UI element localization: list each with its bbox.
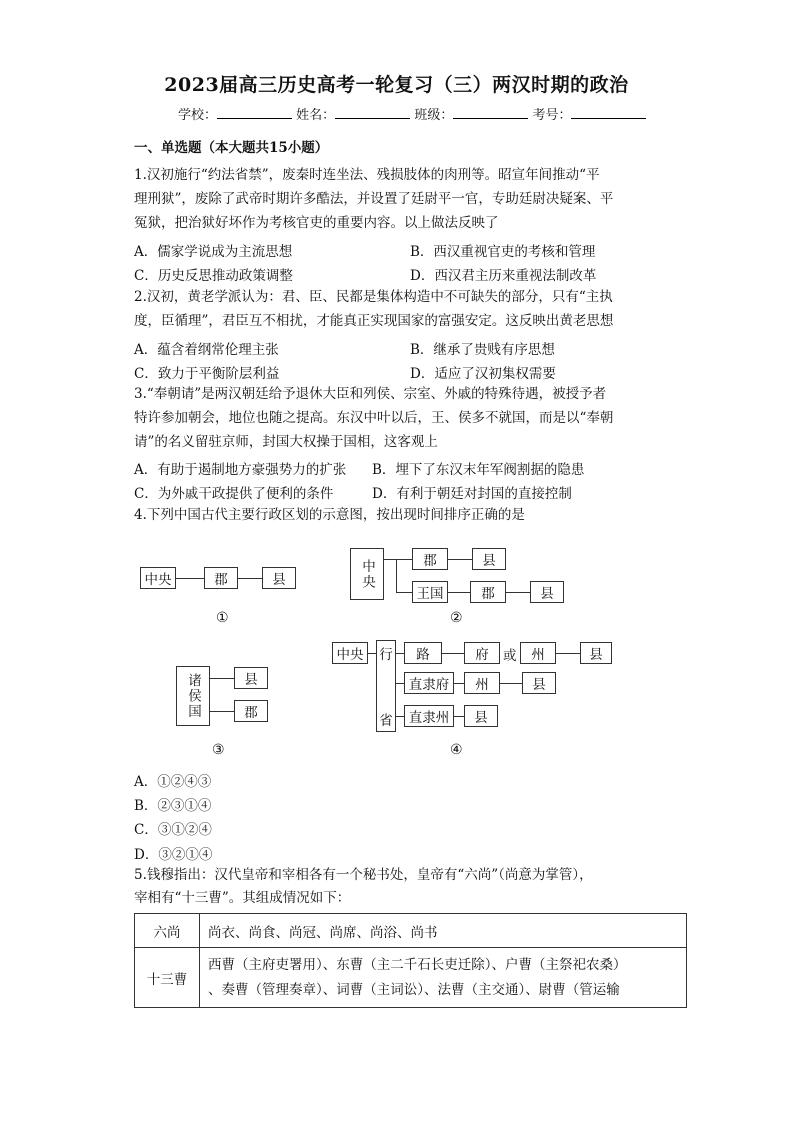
name-label: 姓名： [296,108,336,123]
table-cell-head: 六尚 [135,914,200,948]
d2-connector [448,559,472,560]
d4-lu-box: 路 [404,642,442,664]
section-heading: 一、单选题（本大题共15小题） [134,140,329,156]
q2-line: 2.汉初，黄老学派认为：君、臣、民都是集体构造中不可缺失的部分，只有“主执 [134,289,613,305]
d4-xing: 行 [379,647,393,663]
table-cell [200,948,687,1008]
q1-option-c[interactable]: C．历史反思推动政策调整 [134,268,293,284]
class-label: 班级： [414,108,454,123]
d4-connector [442,653,464,654]
d4-fu-box: 府 [464,642,500,664]
d4-zhou-box: 州 [520,642,556,664]
table-cell-line: 、奏曹（管理奏章）、词曹（主词讼）、法曹（主交通）、尉曹（管运输 [208,981,620,998]
d4-huo-text: 或 [503,648,517,664]
d4-connector [396,683,404,684]
q3-line: 3.“奉朝请”是两汉朝廷给予退休大臣和列侯、宗室、外戚的特殊待遇，被授予者 [134,386,607,402]
q3-option-a[interactable]: A．有助于遏制地方豪强势力的扩张 [134,462,347,478]
d4-caption: ④ [450,742,463,758]
table-cell: 尚衣、尚食、尚冠、尚席、尚浴、尚书 [200,914,687,948]
d1-connector [176,578,204,579]
d4-zhilizhou-box: 直隶州 [404,705,454,727]
d2-connector [448,592,470,593]
d2-xian-box: 县 [472,548,506,570]
d4-zhou2-box: 州 [464,672,500,694]
q3-option-b[interactable]: B．埋下了东汉末年军阀割据的隐患 [372,462,585,478]
d1-jun-box: 郡 [204,567,238,589]
d4-zhilifu-box: 直隶府 [404,672,454,694]
table-cell-line: 西曹（主府吏署用）、东曹（主二千石长吏迁除）、户曹（主祭祀农桑） [208,956,627,973]
q1-line: 理刑狱”，废除了武帝时期许多酷法，并设置了廷尉平一官，专助廷尉决疑案、平 [134,191,614,207]
q2-option-d[interactable]: D．适应了汉初集权需要 [410,366,556,382]
table-cell-head: 十三曹 [135,948,200,1008]
q4-stem: 4.下列中国古代主要行政区划的示意图，按出现时间排序正确的是 [134,507,525,523]
d2-connector [506,592,530,593]
q1-line: 1.汉初施行“约法省禁”，废秦时连坐法、残损肢体的肉刑等。昭宣年间推动“平 [134,167,600,183]
q3-line: 请”的名义留驻京师，封国大权操于国相，这客观上 [134,434,438,450]
d4-connector [454,683,464,684]
d4-xian2-box: 县 [522,672,556,694]
q1-option-d[interactable]: D．西汉君主历来重视法制改革 [410,268,597,284]
d2-wangguo-box: 王国 [412,581,448,603]
d2-xian2-box: 县 [530,581,564,603]
d4-connector [396,716,404,717]
d2-connector [396,592,412,593]
q1-option-a[interactable]: A．儒家学说成为主流思想 [134,244,293,260]
d3-zhuhouguo-box: 诸侯国 [176,666,210,726]
number-blank[interactable] [571,106,646,119]
q3-line: 特许参加朝会，地位也随之提高。东汉中叶以后，王、侯多不就国，而是以“奉朝 [134,410,614,426]
q2-option-b[interactable]: B．继承了贵贱有序思想 [410,342,555,358]
d4-connector [396,653,404,654]
q1-line: 冤狱，把治狱好坏作为考核官吏的重要内容。以上做法反映了 [134,215,499,231]
d2-caption: ② [450,610,463,626]
q2-option-a[interactable]: A．蕴含着纲常伦理主张 [134,342,279,358]
q4-option-a[interactable]: A．①②④③ [134,774,212,790]
d1-xian-box: 县 [262,567,296,589]
name-blank[interactable] [335,106,410,119]
q2-option-c[interactable]: C．致力于平衡阶层利益 [134,366,280,382]
q5-line: 5.钱穆指出：汉代皇帝和宰相各有一个秘书处，皇帝有“六尚”（尚意为掌管）， [134,867,593,883]
d2-connector [384,559,412,560]
q3-option-d[interactable]: D．有利于朝廷对封国的直接控制 [372,486,572,502]
table-row [135,914,687,948]
q4-option-b[interactable]: B．②③①④ [134,798,212,814]
d4-connector [556,653,580,654]
d4-connector [368,653,376,654]
d3-connector [210,711,234,712]
d4-connector [500,683,522,684]
school-blank[interactable] [217,106,292,119]
q4-option-c[interactable]: C．③①②④ [134,822,212,838]
d4-xian3-box: 县 [464,705,498,727]
student-info [178,104,646,123]
d4-xingsheng-box [376,640,396,732]
q4-option-d[interactable]: D．③②①④ [134,847,213,863]
d1-caption: ① [216,610,229,626]
q1-option-b[interactable]: B．西汉重视官吏的考核和管理 [410,244,596,260]
q5-table [134,913,687,1008]
d2-jun2-box: 郡 [470,581,506,603]
d4-center-box: 中央 [332,642,368,664]
number-label: 考号： [532,108,572,123]
q3-option-c[interactable]: C．为外戚干政提供了便利的条件 [134,486,334,502]
table-row [135,948,687,1008]
q2-line: 度，臣循理”，君臣互不相扰，才能真正实现国家的富强安定。这反映出黄老思想 [134,313,614,329]
d4-connector [454,716,464,717]
page-title: 2023届高三历史高考一轮复习（三）两汉时期的政治 [164,74,629,96]
d1-center-box: 中央 [140,567,176,589]
d3-connector [210,678,234,679]
d3-jun-box: 郡 [234,700,268,722]
d1-connector [238,578,262,579]
d2-jun-box: 郡 [412,548,448,570]
class-blank[interactable] [453,106,528,119]
d2-connector [396,559,397,592]
school-label: 学校： [178,108,218,123]
d4-sheng: 省 [379,713,393,729]
q5-line: 宰相有“十三曹”。其组成情况如下： [134,890,351,906]
d3-caption: ③ [212,742,225,758]
d4-xian-box: 县 [580,642,612,664]
d3-xian-box: 县 [234,667,268,689]
d2-center-box: 中央 [350,548,384,600]
